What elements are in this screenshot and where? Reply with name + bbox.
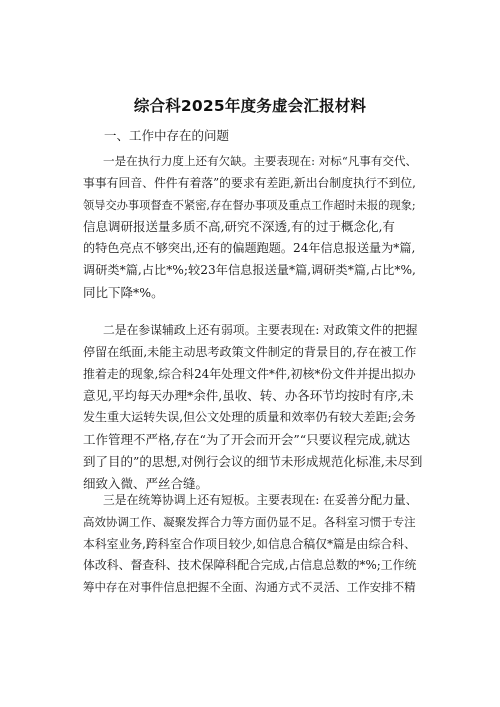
paragraph-line: 发生重大运转失误,但公文处理的质量和效率仍有较大差距;会务 (83, 410, 416, 425)
paragraph-line: 推着走的现象,综合科24年处理文件*件,初核*份文件并提出拟办 (83, 366, 416, 381)
paragraph-line: 到了目的”的思想,对例行会议的细节未形成规范化标准,未尽到 (83, 453, 423, 469)
paragraph-line: 本科室业务,跨科室合作项目较少,如信息合稿仅*篇是由综合科、 (83, 536, 416, 551)
paragraph-advisory (83, 320, 423, 494)
paragraph-line: 领导交办事项督查不紧密,存在督办事项及重点工作超时未报的现象; (83, 198, 416, 212)
paragraph-coordination (83, 490, 423, 599)
section-heading: 一、工作中存在的问题 (104, 128, 230, 143)
paragraph-line: 三是在统筹协调上还有短板。主要表现在: 在妥善分配力量、 (103, 493, 418, 507)
paragraph-line: 体改科、督查科、技术保障科配合完成,占信息总数的*%;工作统 (83, 558, 417, 573)
paragraph-line: 同比下降*%。 (83, 284, 164, 300)
paragraph-line: 调研类*篇,占比*%;较23年信息报送量*篇,调研类*篇,占比*%, (83, 262, 416, 277)
paragraph-line: 信息调研报送量多质不高,研究不深透,有的过于概念化,有 (83, 219, 395, 235)
paragraph-line: 一是在执行力度上还有欠缺。主要表现在: 对标“凡事有交代、 (103, 154, 418, 168)
document-title: 综合科2025年度务虚会汇报材料 (133, 97, 367, 115)
paragraph-execution (83, 151, 423, 304)
paragraph-line: 细致入微、严丝合缝。 (83, 475, 209, 491)
paragraph-line: 事事有回音、件件有着落”的要求有差距,新出台制度执行不到位, (83, 175, 416, 190)
paragraph-line: 筹中存在对事件信息把握不全面、沟通方式不灵活、工作安排不精 (83, 580, 416, 595)
paragraph-line: 的特色亮点不够突出,还有的偏题跑题。24年信息报送量为*篇, (83, 241, 416, 256)
paragraph-line: 意见,平均每天办理*余件,虽收、转、办各环节均按时有序,未 (83, 388, 414, 404)
paragraph-line: 停留在纸面,未能主动思考政策文件制定的背景目的,存在被工作 (83, 344, 417, 359)
paragraph-line: 工作管理不严格,存在“为了开会而开会”“只要议程完成,就达 (83, 431, 411, 447)
paragraph-line: 二是在参谋辅政上还有弱项。主要表现在: 对政策文件的把握 (103, 323, 418, 337)
paragraph-line: 高效协调工作、凝聚发挥合力等方面仍显不足。各科室习惯于专注 (83, 514, 416, 529)
